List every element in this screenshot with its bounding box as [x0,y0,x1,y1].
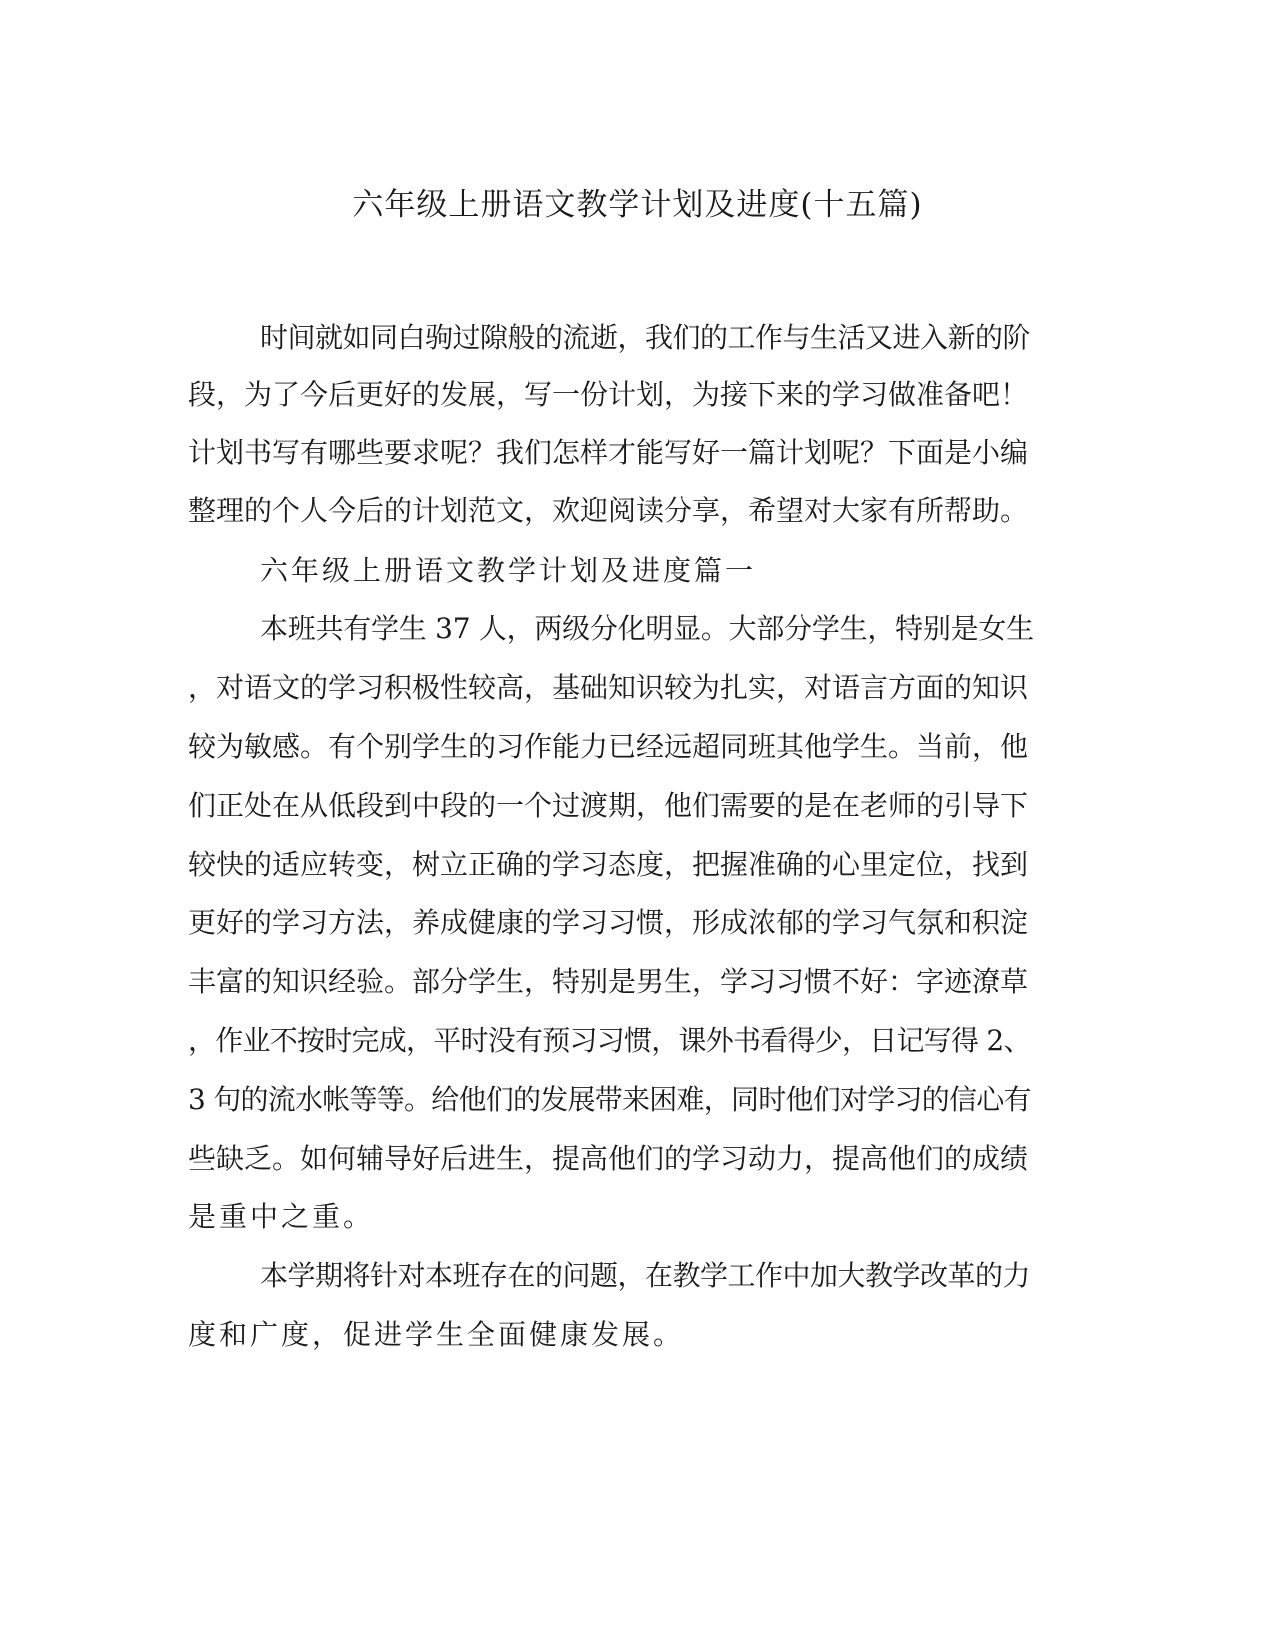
paragraph1-line-11: 是重中之重。 [188,1200,375,1233]
paragraph1-line-4: 们正处在从低段到中段的一个过渡期，他们需要的是在老师的引导下 [188,789,1029,822]
document-title: 六年级上册语文教学计划及进度(十五篇) [352,187,923,223]
section-heading: 六年级上册语文教学计划及进度篇一 [260,554,757,587]
intro-line-2: 段，为了今后更好的发展，写一份计划，为接下来的学习做准备吧！ [188,378,1029,411]
paragraph2-line-2: 度和广度，促进学生全面健康发展。 [188,1318,685,1351]
paragraph2-line-1: 本学期将针对本班存在的问题，在教学工作中加大教学改革的力 [260,1259,1031,1292]
intro-line-4: 整理的个人今后的计划范文，欢迎阅读分享，希望对大家有所帮助。 [188,494,1029,527]
paragraph1-line-6: 更好的学习方法，养成健康的学习习惯，形成浓郁的学习气氛和积淀 [188,906,1029,939]
intro-line-1: 时间就如同白驹过隙般的流逝，我们的工作与生活又进入新的阶 [260,321,1031,354]
paragraph1-line-10: 些缺乏。如何辅导好后进生，提高他们的学习动力，提高他们的成绩 [188,1142,1029,1175]
paragraph1-line-3: 较为敏感。有个别学生的习作能力已经远超同班其他学生。当前，他 [188,730,1029,763]
paragraph1-line-8: ，作业不按时完成，平时没有预习习惯，课外书看得少，日记写得 2、 [188,1024,1031,1057]
paragraph1-line-5: 较快的适应转变，树立正确的学习态度，把握准确的心里定位，找到 [188,848,1029,881]
paragraph1-line-2: ，对语文的学习积极性较高，基础知识较为扎实，对语言方面的知识 [188,671,1029,704]
paragraph1-line-1: 本班共有学生 37 人，两级分化明显。大部分学生，特别是女生 [260,612,1034,645]
paragraph1-line-7: 丰富的知识经验。部分学生，特别是男生，学习习惯不好：字迹潦草 [188,965,1029,998]
intro-line-3: 计划书写有哪些要求呢？我们怎样才能写好一篇计划呢？下面是小编 [188,436,1029,469]
paragraph1-line-9: 3 句的流水帐等等。给他们的发展带来困难，同时他们对学习的信心有 [188,1083,1031,1116]
